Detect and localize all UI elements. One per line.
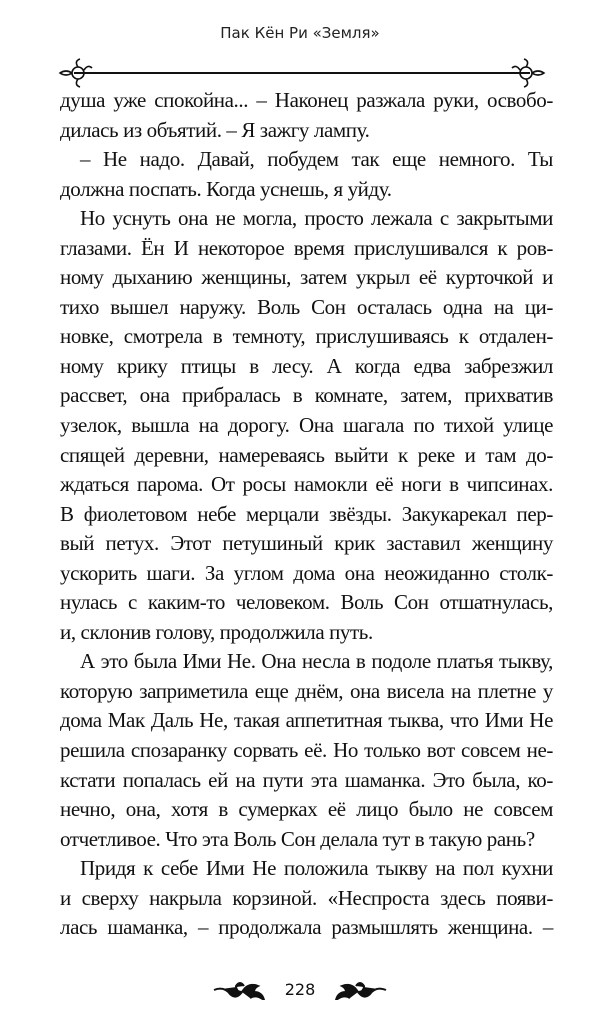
text-line: ному крику птицы в лесу. А когда едва забрезжил <box>60 353 553 378</box>
text-line: дилась из объятий. – Я зажгу лампу. <box>60 117 370 142</box>
flourish-left-icon <box>212 978 268 1000</box>
page-footer <box>0 978 600 1000</box>
text-line: нулась с каким-то человеком. Воль Сон отшатнулась, <box>60 590 553 615</box>
text-line: ному дыханию женщины, затем укрыл её курточкой и <box>60 265 553 290</box>
text-line: которую заприметила еще днём, она висела на плетне у <box>60 678 553 703</box>
text-line: лась шаманка, – продолжала размышлять женщина. – <box>60 915 553 940</box>
page-number: 228 <box>284 979 316 999</box>
text-line: и, склонив голову, продолжила путь. <box>60 619 373 644</box>
text-line: спящей деревни, намереваясь выйти к реке и там до- <box>60 442 553 467</box>
text-line: В фиолетовом небе мерцали звёзды. Закукарекал пер- <box>60 501 553 526</box>
text-line: душа уже спокойна... – Наконец разжала руки, освобо- <box>60 88 553 112</box>
text-line: А это была Ими Не. Она несла в подоле платья тыкву, <box>80 649 553 674</box>
text-line: узелок, вышла на дорогу. Она шагала по тихой улице <box>60 413 553 438</box>
text-line: нечно, она, хотя в сумерках её лицо было не совсем <box>60 797 553 822</box>
text-line: и сверху накрыла корзиной. «Неспроста здесь появи- <box>60 885 553 910</box>
header-ornament-rule <box>56 58 548 88</box>
text-line: новке, смотрела в темноту, прислушиваясь к отдален- <box>60 324 553 349</box>
body-text <box>60 86 553 943</box>
flourish-right-icon <box>332 978 388 1000</box>
text-line: – Не надо. Давай, побудем так еще немного. Ты <box>80 147 553 172</box>
text-line: Придя к себе Ими Не положила тыкву на пол кухни <box>80 856 553 881</box>
text-line: глазами. Ён И некоторое время прислушивался к ров- <box>60 235 553 260</box>
text-line: Но уснуть она не могла, просто лежала с закрытыми <box>80 206 553 231</box>
text-line: тихо вышел наружу. Воль Сон осталась одна на ци- <box>60 294 553 319</box>
text-line: решила спозаранку сорвать её. Но только вот совсем не- <box>60 738 553 763</box>
text-line: отчетливое. Что эта Воль Сон делала тут в такую рань? <box>60 826 535 851</box>
text-line: ждаться парома. От росы намокли её ноги в чипсинах. <box>60 472 553 497</box>
text-line: вый петух. Этот петушиный крик заставил женщину <box>60 531 553 556</box>
text-line: ускорить шаги. За углом дома она неожиданно столк- <box>60 560 553 585</box>
running-header: Пак Кён Ри «Земля» <box>220 24 380 42</box>
text-line: дома Мак Даль Не, такая аппетитная тыква, что Ими Не <box>60 708 553 733</box>
text-line: должна поспать. Когда уснешь, я уйду. <box>60 176 392 201</box>
text-line: рассвет, она прибралась в комнате, затем, прихватив <box>60 383 553 408</box>
text-line: кстати попалась ей на пути эта шаманка. Это была, ко- <box>60 767 553 792</box>
